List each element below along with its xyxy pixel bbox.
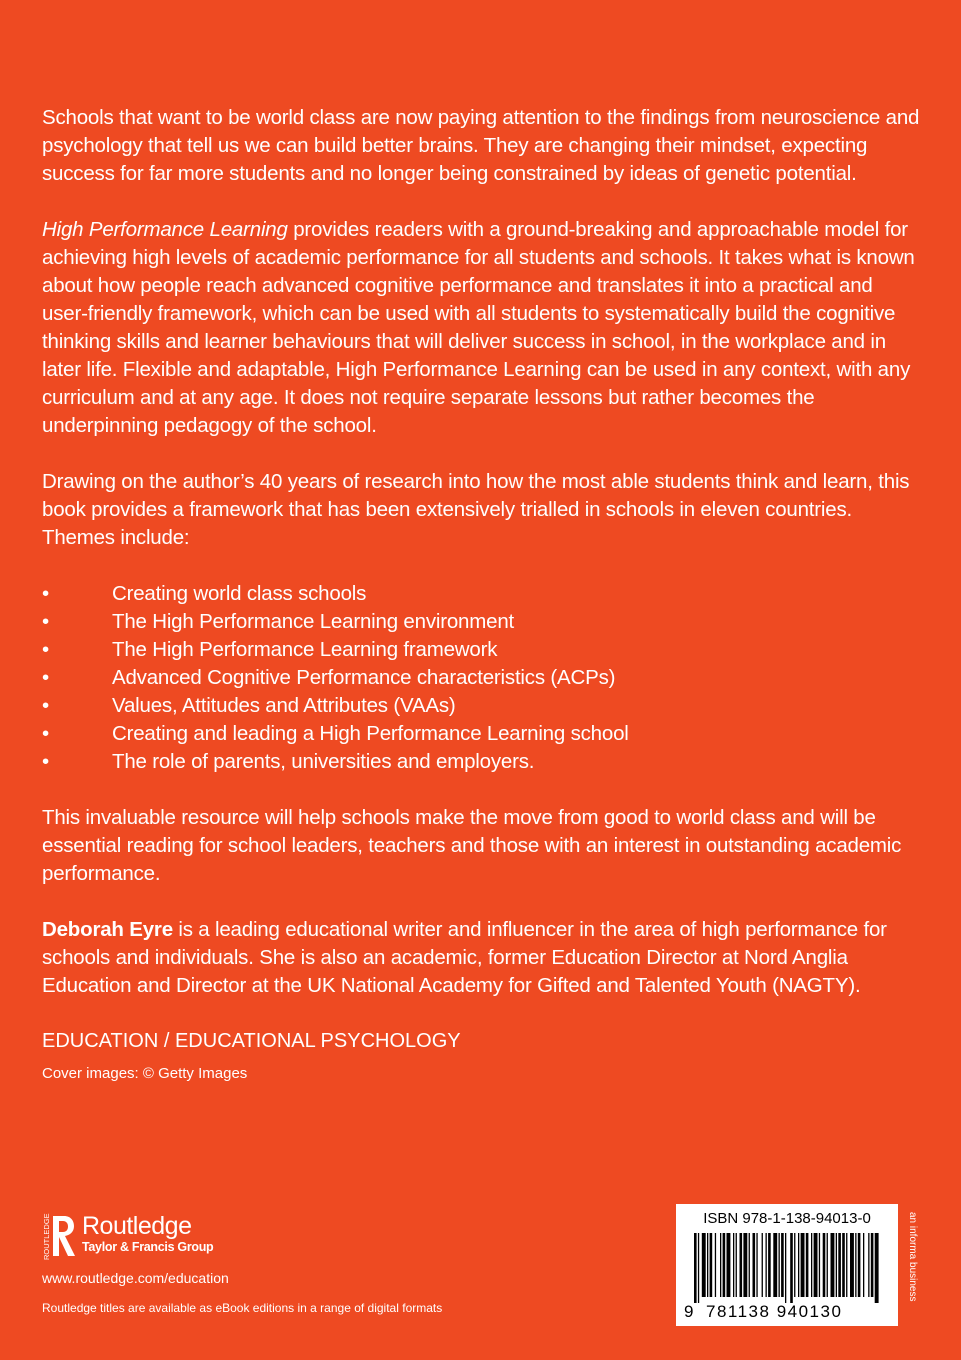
ebook-note: Routledge titles are available as eBook editions in a range of digital formats bbox=[42, 1301, 443, 1315]
subject-category: EDUCATION / EDUCATIONAL PSYCHOLOGY bbox=[42, 1030, 461, 1052]
bullet-icon: • bbox=[42, 666, 49, 689]
barcode-bar bbox=[743, 1233, 747, 1297]
barcode-bar bbox=[702, 1233, 706, 1297]
barcode-bar bbox=[736, 1233, 737, 1297]
barcode-bar bbox=[868, 1233, 869, 1297]
barcode-bar bbox=[823, 1233, 826, 1297]
publisher-name: Routledge bbox=[82, 1212, 192, 1240]
publisher-block bbox=[42, 1212, 229, 1286]
intro-paragraph: Schools that want to be world class are now paying attention to the findings from neuroscience and psychology that tell us we can build better brains. They are changing their mindset, expecting success for far more students and no longer being constrained by ideas of genetic potential. bbox=[42, 106, 920, 185]
isbn-digit-groups: 781138 940130 bbox=[706, 1302, 843, 1321]
barcode-bar bbox=[842, 1233, 845, 1297]
bullet-icon: • bbox=[42, 694, 49, 717]
author-name: Deborah Eyre bbox=[42, 918, 173, 941]
barcode-bar bbox=[875, 1233, 879, 1303]
image-credits: Cover images: © Getty Images bbox=[42, 1065, 248, 1082]
barcode-bar bbox=[798, 1233, 799, 1297]
barcode-bar bbox=[768, 1233, 771, 1297]
barcode-bar bbox=[850, 1233, 854, 1297]
publisher-url[interactable]: www.routledge.com/education bbox=[42, 1270, 229, 1286]
bullet-icon: • bbox=[42, 722, 49, 745]
research-paragraph: Drawing on the author’s 40 years of research into how the most able students think and learn, this book provides a framework that has been extensively trialled in schools in eleven countries. Themes include: bbox=[42, 470, 910, 549]
theme-item: • Creating and leading a High Performance Learning school bbox=[42, 720, 922, 748]
theme-item: • The role of parents, universities and employers. bbox=[42, 748, 922, 776]
barcode-bar bbox=[794, 1233, 795, 1297]
bullet-icon: • bbox=[42, 750, 49, 773]
barcode-panel bbox=[676, 1204, 898, 1326]
theme-item: • Creating world class schools bbox=[42, 580, 922, 608]
theme-item: • Values, Attitudes and Attributes (VAAs) bbox=[42, 692, 922, 720]
barcode-bar bbox=[785, 1233, 786, 1303]
publisher-group: Taylor & Francis Group bbox=[82, 1240, 214, 1254]
barcode-bar bbox=[836, 1233, 837, 1297]
barcode-bar bbox=[838, 1233, 841, 1297]
isbn-label: ISBN 978-1-138-94013-0 bbox=[703, 1210, 871, 1227]
barcode-bar bbox=[707, 1233, 708, 1297]
barcode-bar bbox=[749, 1233, 750, 1297]
barcode-bar bbox=[806, 1233, 809, 1297]
barcode-bar bbox=[710, 1233, 713, 1297]
barcode-bar bbox=[698, 1233, 699, 1303]
barcode-bar bbox=[766, 1233, 767, 1297]
barcode-bar bbox=[863, 1233, 864, 1297]
barcode-bar bbox=[855, 1233, 856, 1297]
barcode-bar bbox=[762, 1233, 763, 1297]
themes-list bbox=[42, 580, 922, 776]
barcode-bar bbox=[790, 1233, 793, 1303]
author-bio bbox=[42, 916, 922, 1000]
barcode-bar bbox=[756, 1233, 757, 1297]
bullet-icon: • bbox=[42, 582, 49, 605]
barcode-bar bbox=[846, 1233, 847, 1297]
barcode-bar bbox=[819, 1233, 820, 1297]
informa-text: an informa business bbox=[907, 1212, 918, 1302]
barcode-bar bbox=[723, 1233, 726, 1297]
logo-side-text: ROUTLEDGE bbox=[42, 1213, 51, 1260]
barcode-bar bbox=[773, 1233, 777, 1297]
barcode-bar bbox=[871, 1233, 874, 1297]
barcode-icon bbox=[694, 1233, 884, 1303]
barcode-bar bbox=[781, 1233, 784, 1297]
barcode-bar bbox=[858, 1233, 861, 1297]
bullet-icon: • bbox=[42, 610, 49, 633]
barcode-bar bbox=[727, 1233, 731, 1297]
resource-paragraph: This invaluable resource will help schools make the move from good to world class and will be essential reading for school leaders, teachers and those with an interest in outstanding academic performance. bbox=[42, 806, 902, 885]
author-bio-text: is a leading educational writer and influencer in the area of high performance for schools and individuals. She is also an academic, former Education Director at Nord Anglia Education and Director at the UK National Academy for Gifted and Talented Youth (NAGTY). bbox=[42, 918, 887, 997]
theme-item: • The High Performance Learning framework bbox=[42, 636, 922, 664]
theme-item: • Advanced Cognitive Performance characteristics (ACPs) bbox=[42, 664, 922, 692]
barcode-bar bbox=[827, 1233, 828, 1297]
barcode-bar bbox=[779, 1233, 780, 1297]
publisher-logo bbox=[42, 1212, 229, 1260]
barcode-bar bbox=[801, 1233, 805, 1297]
barcode-bar bbox=[753, 1233, 756, 1297]
book-title: High Performance Learning bbox=[42, 218, 288, 241]
back-cover-text bbox=[42, 104, 922, 1028]
barcode-bar bbox=[720, 1233, 721, 1297]
bullet-icon: • bbox=[42, 638, 49, 661]
barcode-bar bbox=[814, 1233, 818, 1297]
publisher-name-group bbox=[82, 1212, 213, 1254]
description-paragraph bbox=[42, 216, 922, 440]
routledge-r-logo bbox=[42, 1212, 76, 1260]
barcode-bar bbox=[740, 1233, 743, 1297]
theme-item: • The High Performance Learning environment bbox=[42, 608, 922, 636]
barcode-bar bbox=[715, 1233, 716, 1297]
barcode-bar bbox=[733, 1233, 734, 1297]
barcode-bar bbox=[831, 1233, 835, 1297]
informa-tagline bbox=[904, 1212, 922, 1312]
isbn-first-digit: 9 bbox=[684, 1302, 695, 1321]
barcode-bar bbox=[811, 1233, 812, 1297]
barcode-bar bbox=[694, 1233, 697, 1303]
description-text: provides readers with a ground-breaking and approachable model for achieving high levels of academic performance for all students and schools. It takes what is known about how people reach advanced cognitive performance and translates it into a practical and user-friendly framework, which can be used with all students to systematically build the cognitive thinking skills and learner behaviours that will deliver success in school, in the workplace and in later life. Flexible and adaptable, High Performance Learning can be used in any context, with any curriculum and at any age. It does not require separate lessons but rather becomes the underpinning pedagogy of the school. bbox=[42, 218, 915, 437]
